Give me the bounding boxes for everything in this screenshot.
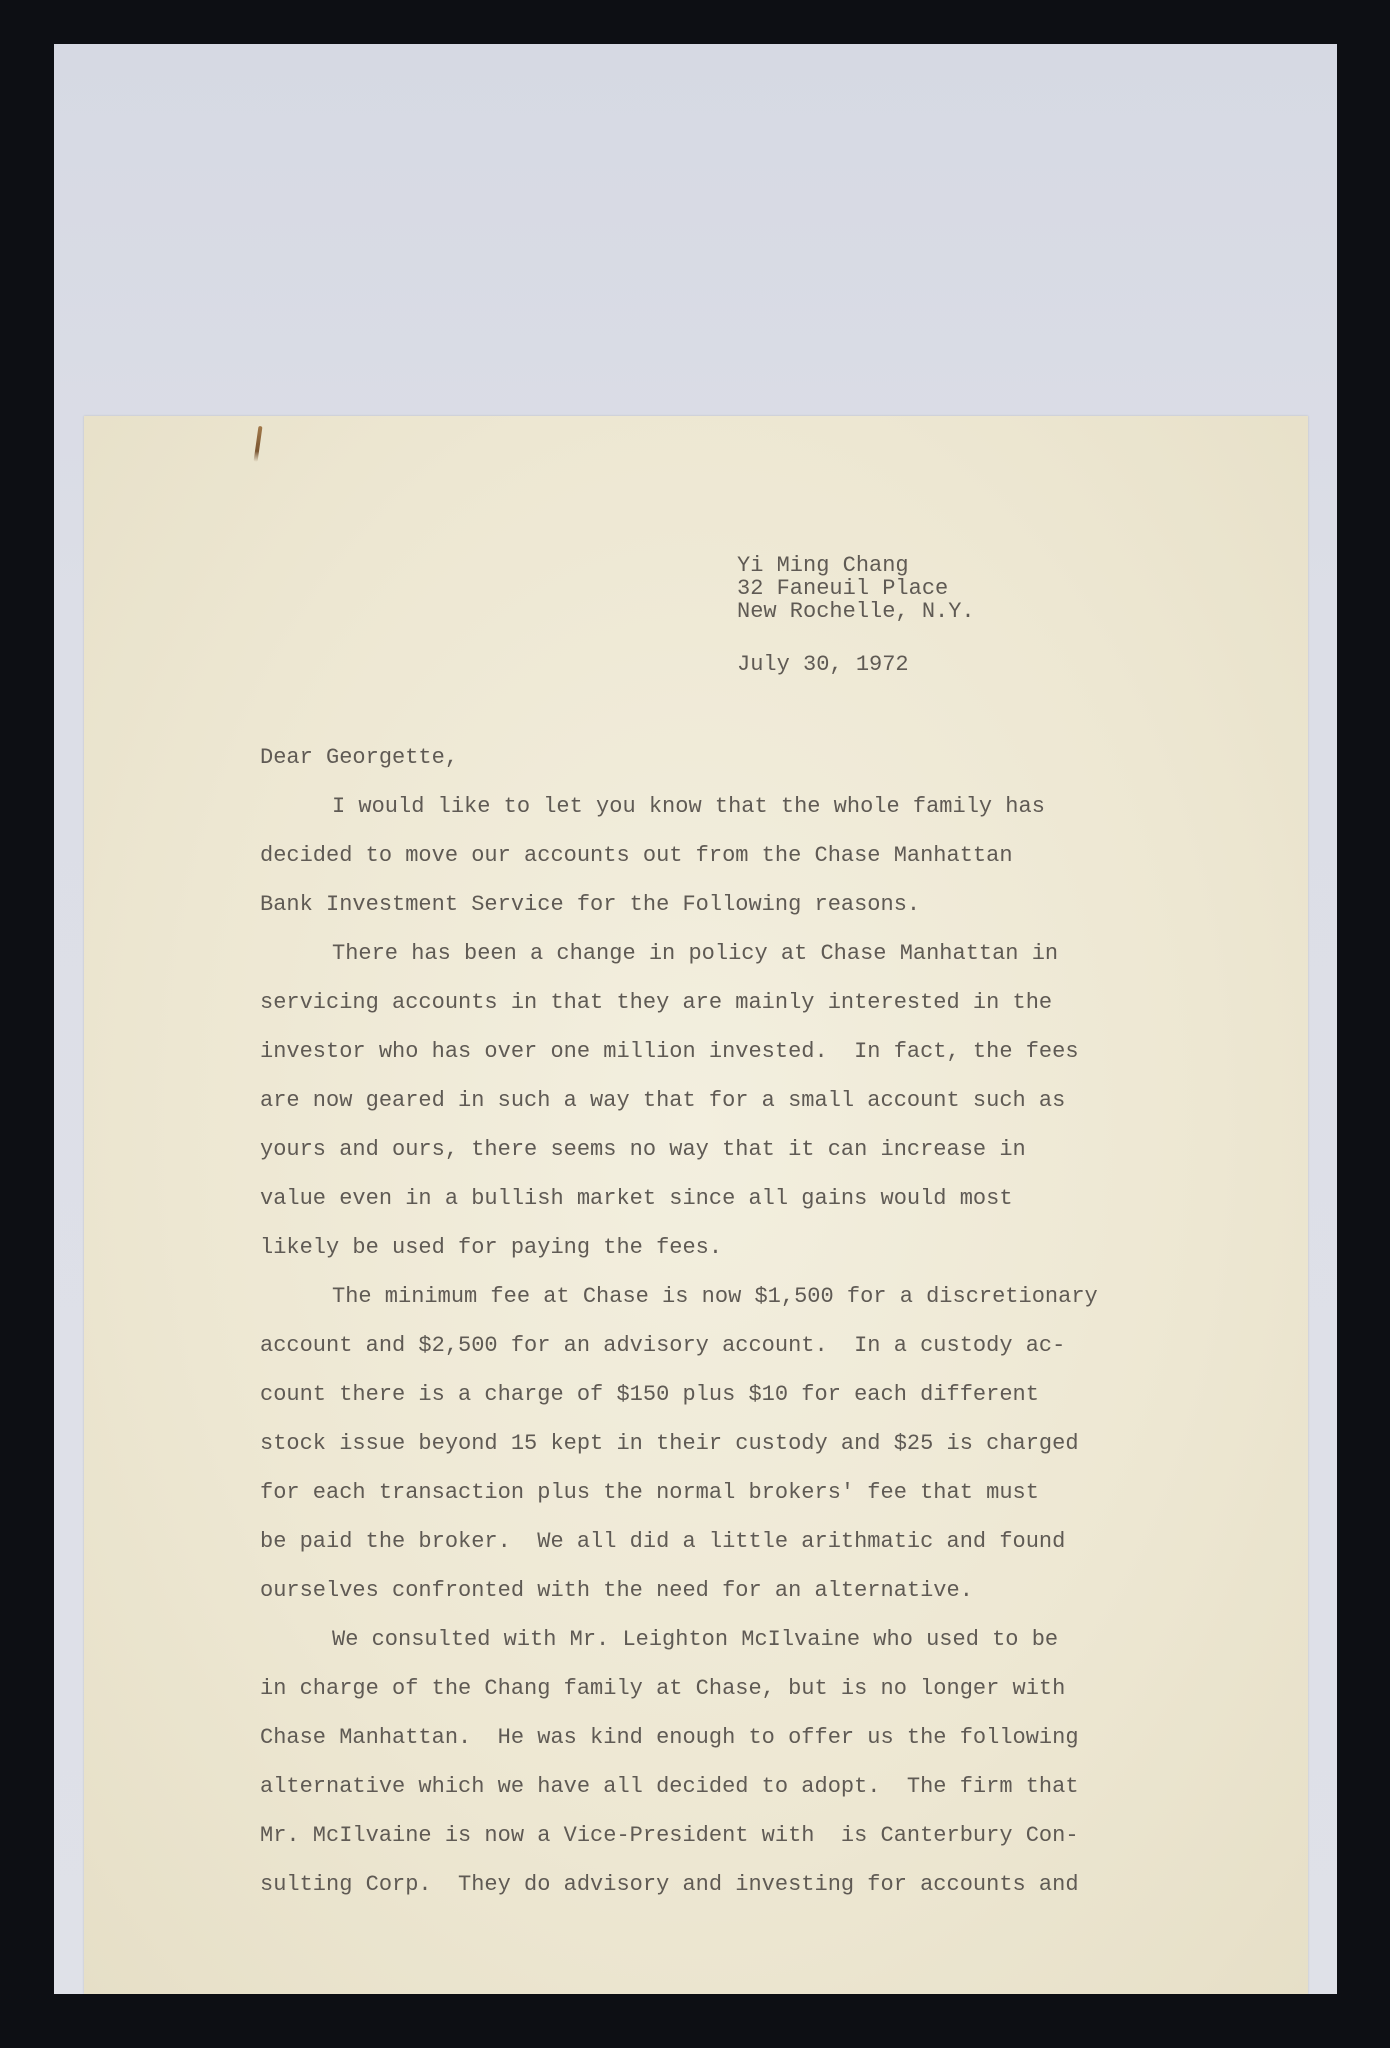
sender-address bbox=[737, 554, 975, 623]
letter-date: July 30, 1972 bbox=[737, 652, 909, 677]
body-line: The minimum fee at Chase is now $1,500 for a discretionary bbox=[332, 1284, 1098, 1309]
body-line: yours and ours, there seems no way that it can increase in bbox=[260, 1137, 1026, 1162]
sender-street: 32 Faneuil Place bbox=[737, 576, 949, 601]
sender-name: Yi Ming Chang bbox=[737, 553, 909, 578]
body-line: I would like to let you know that the whole family has bbox=[332, 794, 1045, 819]
body-line: There has been a change in policy at Chase Manhattan in bbox=[332, 941, 1059, 966]
body-line: count there is a charge of $150 plus $10 for each different bbox=[260, 1382, 1039, 1407]
sender-city: New Rochelle, N.Y. bbox=[737, 599, 975, 624]
body-line: Chase Manhattan. He was kind enough to offer us the following bbox=[260, 1725, 1079, 1750]
body-line: stock issue beyond 15 kept in their custody and $25 is charged bbox=[260, 1431, 1079, 1456]
body-line: alternative which we have all decided to adopt. The firm that bbox=[260, 1774, 1079, 1799]
body-line: We consulted with Mr. Leighton McIlvaine who used to be bbox=[332, 1627, 1059, 1652]
body-line: likely be used for paying the fees. bbox=[260, 1235, 723, 1260]
body-line: ourselves confronted with the need for an alternative. bbox=[260, 1578, 973, 1603]
body-line: account and $2,500 for an advisory account. In a custody ac- bbox=[260, 1333, 1066, 1358]
salutation: Dear Georgette, bbox=[260, 745, 459, 770]
body-line: investor who has over one million invested. In fact, the fees bbox=[260, 1039, 1079, 1064]
body-line: Mr. McIlvaine is now a Vice-President with is Canterbury Con- bbox=[260, 1823, 1079, 1848]
body-line: in charge of the Chang family at Chase, but is no longer with bbox=[260, 1676, 1066, 1701]
body-line: value even in a bullish market since all gains would most bbox=[260, 1186, 1013, 1211]
body-line: sulting Corp. They do advisory and investing for accounts and bbox=[260, 1872, 1079, 1897]
body-line: decided to move our accounts out from the Chase Manhattan bbox=[260, 843, 1013, 868]
body-line: Bank Investment Service for the Following reasons. bbox=[260, 892, 921, 917]
body-line: servicing accounts in that they are mainly interested in the bbox=[260, 990, 1053, 1015]
body-line: for each transaction plus the normal brokers' fee that must bbox=[260, 1480, 1039, 1505]
body-line: be paid the broker. We all did a little arithmatic and found bbox=[260, 1529, 1066, 1554]
body-line: are now geared in such a way that for a small account such as bbox=[260, 1088, 1066, 1113]
